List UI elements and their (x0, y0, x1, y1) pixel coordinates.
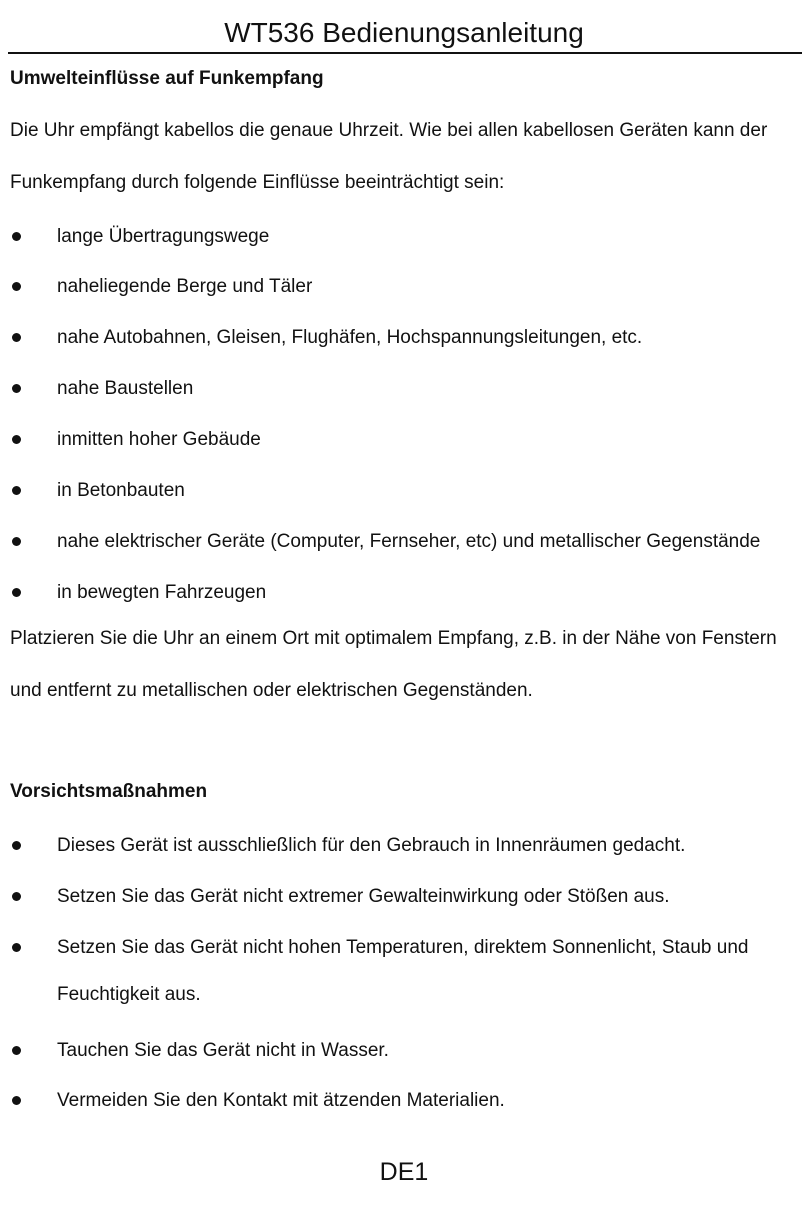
bullet-icon (12, 588, 21, 597)
bullet-icon (12, 841, 21, 850)
bullet-icon (12, 486, 21, 495)
bullet-icon (12, 333, 21, 342)
list-item-text: Vermeiden Sie den Kontakt mit ätzenden Materialien. (57, 1090, 505, 1111)
list-item-text: in Betonbauten (57, 480, 185, 501)
bullet-icon (12, 282, 21, 291)
list-item-text: nahe Autobahnen, Gleisen, Flughäfen, Hochspannungsleitungen, etc. (57, 327, 643, 348)
list-item-text: Dieses Gerät ist ausschließlich für den Gebrauch in Innenräumen gedacht. (57, 835, 686, 856)
title-underline (8, 52, 802, 54)
list-item-text: nahe elektrischer Geräte (Computer, Fernseher, etc) und metallischer Gegenstände (57, 531, 761, 552)
list-item-text: in bewegten Fahrzeugen (57, 582, 267, 603)
section-heading-reception: Umwelteinflüsse auf Funkempfang (10, 68, 324, 89)
bullet-icon (12, 537, 21, 546)
list-item-text: lange Übertragungswege (57, 226, 270, 247)
closing-line-2: und entfernt zu metallischen oder elektrischen Gegenständen. (10, 680, 533, 701)
intro-line-1: Die Uhr empfängt kabellos die genaue Uhrzeit. Wie bei allen kabellosen Geräten kann der (10, 120, 768, 141)
page-title: WT536 Bedienungsanleitung (224, 17, 584, 48)
list-item-text: Tauchen Sie das Gerät nicht in Wasser. (57, 1040, 389, 1061)
bullet-icon (12, 943, 21, 952)
closing-line-1: Platzieren Sie die Uhr an einem Ort mit optimalem Empfang, z.B. in der Nähe von Fenstern (10, 628, 777, 649)
bullet-icon (12, 435, 21, 444)
list-item-text: naheliegende Berge und Täler (57, 276, 313, 297)
list-item-text: Setzen Sie das Gerät nicht hohen Temperaturen, direktem Sonnenlicht, Staub und Feuchtigkeit aus. (57, 937, 749, 1005)
list-item-text: nahe Baustellen (57, 378, 194, 399)
bullet-icon (12, 384, 21, 393)
list-item-text: inmitten hoher Gebäude (57, 429, 261, 450)
bullet-icon (12, 892, 21, 901)
page-number: DE1 (379, 1158, 429, 1186)
bullet-icon (12, 232, 21, 241)
intro-line-2: Funkempfang durch folgende Einflüsse beeinträchtigt sein: (10, 172, 505, 193)
bullet-icon (12, 1046, 21, 1055)
list-item-text: Setzen Sie das Gerät nicht extremer Gewalteinwirkung oder Stößen aus. (57, 886, 670, 907)
section-heading-precautions: Vorsichtsmaßnahmen (10, 781, 208, 802)
bullet-icon (12, 1096, 21, 1105)
